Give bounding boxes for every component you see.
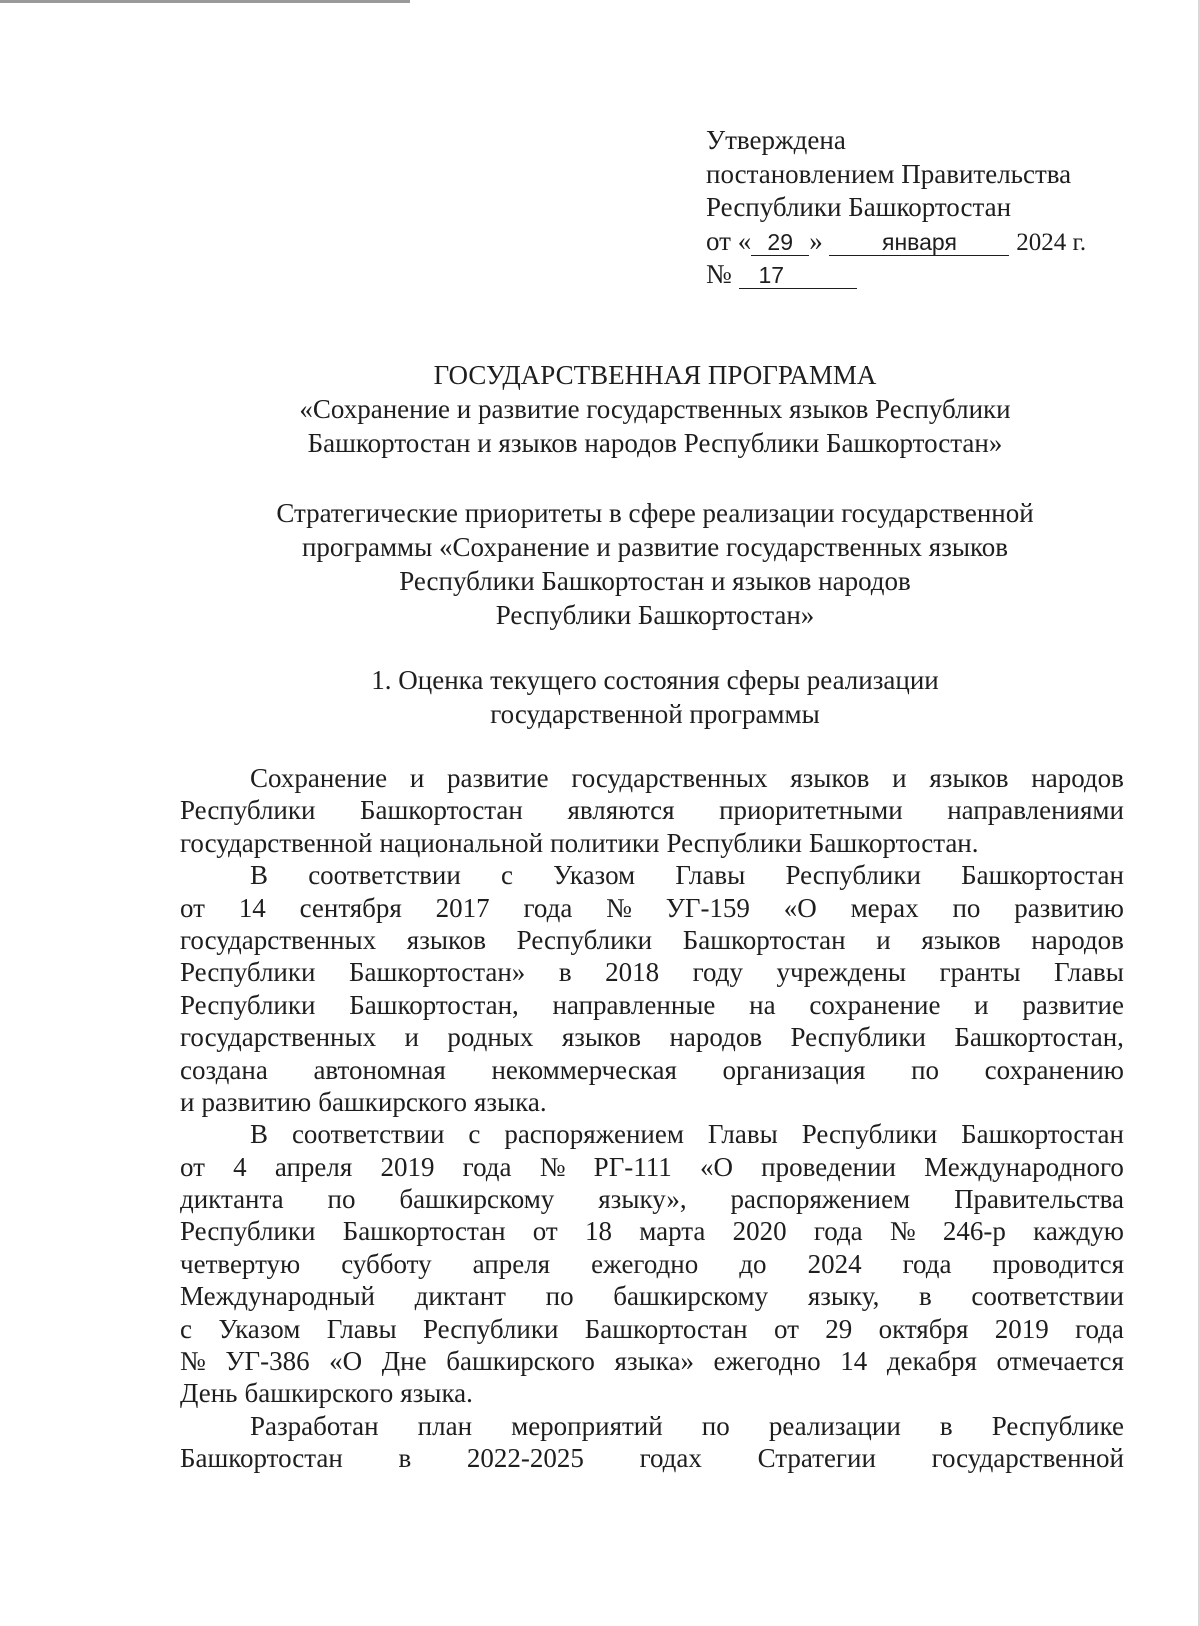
approval-line-2: постановлением Правительства [706,158,1072,189]
paragraph-line: Сохранение и развитие государственных языков и языков народов [250,763,1124,793]
paragraph-line: № УГ-386 «О Дне башкирского языка» ежегодно 14 декабря отмечается [180,1346,1124,1377]
date-year: 2024 г. [1016,228,1087,256]
section-heading [180,663,1130,731]
paragraph-line: Башкортостан в 2022-2025 годах Стратегии государственной [180,1443,1124,1474]
paragraph-line: Республики Башкортостан, направленные на сохранение и развитие [180,989,1124,1020]
paragraph [180,859,1124,1118]
strategic-line: Республики Башкортостан» [495,600,815,630]
date-prefix: от « [706,225,752,256]
document-number: 17 [739,262,857,289]
paragraph-line: государственных языков Республики Башкортостан и языков народов [180,924,1124,955]
paragraph-line: В соответствии с распоряжением Главы Республики Башкортостан [250,1119,1124,1150]
section-line: государственной программы [490,699,820,729]
paragraph-line: четвертую субботу апреля ежегодно до 2024 года проводится [180,1248,1124,1279]
section-line: 1. Оценка текущего состояния сферы реализации [371,665,939,695]
approval-stamp [706,124,1136,292]
body-text [180,762,1124,1475]
approval-number-line [706,258,1136,292]
paragraph-line: от 4 апреля 2019 года № РГ-111 «О проведении Международного [180,1151,1124,1182]
paragraph-line: создана автономная некоммерческая организация по сохранению [180,1054,1124,1085]
approval-date-line [706,225,1136,259]
paragraph-line: Республики Башкортостан» в 2018 году учреждены гранты Главы [180,957,1124,988]
strategic-priorities-title [180,496,1130,632]
paragraph-line: День башкирского языка. [180,1378,473,1409]
program-title [180,358,1130,460]
paragraph-line: с Указом Главы Республики Башкортостан от 29 октября 2019 года [180,1313,1124,1344]
paragraph-line: Республики Башкортостан являются приоритетными направлениями [180,795,1124,826]
paragraph-line: государственных и родных языков народов Республики Башкортостан, [180,1022,1124,1053]
scan-top-edge [0,0,410,3]
paragraph [180,762,1124,859]
approval-line-3: Республики Башкортостан [706,192,1012,222]
number-label: № [706,259,732,289]
date-day: 29 [751,229,809,256]
paragraph-line: Республики Башкортостан от 18 марта 2020 года № 246-р каждую [180,1216,1124,1247]
paragraph-line: и развитию башкирского языка. [180,1086,547,1117]
paragraph-line: от 14 сентября 2017 года № УГ-159 «О мерах по развитию [180,892,1124,923]
paragraph-line: диктанта по башкирскому языку», распоряжением Правительства [180,1184,1124,1215]
paragraph-line: В соответствии с Указом Главы Республики Башкортостан [250,860,1124,891]
strategic-line: программы «Сохранение и развитие государственных языков [301,532,1009,562]
paragraph [180,1410,1124,1475]
paragraph-line: Разработан план мероприятий по реализации в Республике [250,1410,1124,1441]
strategic-line: Республики Башкортостан и языков народов [399,566,911,596]
program-heading: ГОСУДАРСТВЕННАЯ ПРОГРАММА [433,360,877,390]
paragraph [180,1118,1124,1410]
paragraph-line: Международный диктант по башкирскому языку, в соответствии [180,1281,1124,1312]
date-month: января [829,229,1009,256]
approval-line-1: Утверждена [706,125,846,155]
paragraph-line: государственной национальной политики Республики Башкортостан. [180,827,979,858]
date-mid: » [809,225,823,256]
program-name-line: «Сохранение и развитие государственных языков Республики [299,394,1011,424]
strategic-line: Стратегические приоритеты в сфере реализации государственной [276,498,1034,528]
program-name-line: Башкортостан и языков народов Республики Башкортостан» [307,428,1003,458]
